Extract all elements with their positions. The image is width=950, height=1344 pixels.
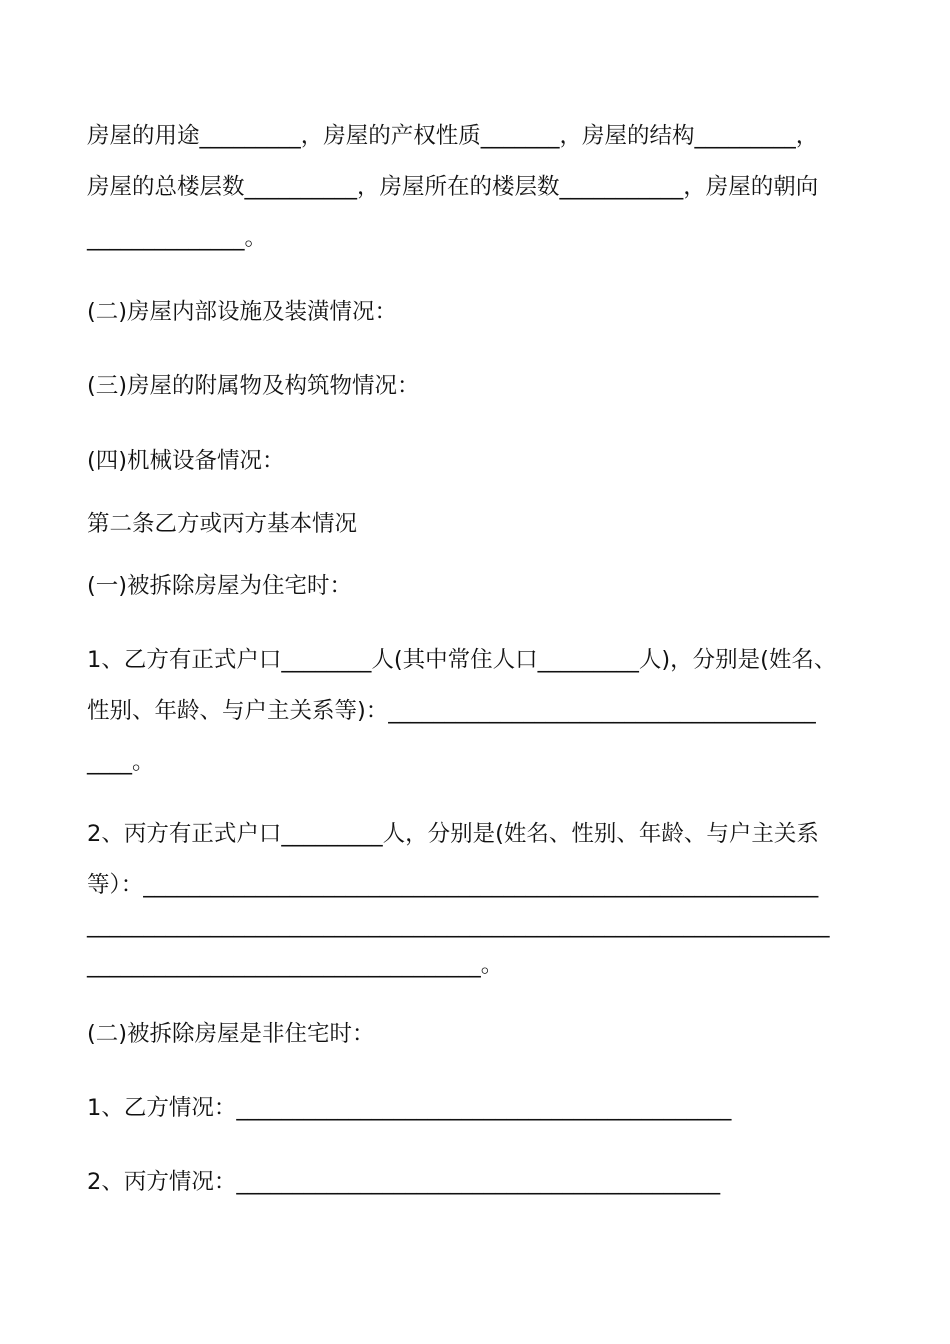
equipment-line: (四)机械设备情况：	[87, 448, 285, 474]
residential-heading: (一)被拆除房屋为住宅时：	[87, 573, 353, 599]
house-orientation-line: ______________。	[87, 225, 268, 251]
party-c-situation-line: 2、丙方情况：___________________________________________	[87, 1169, 721, 1195]
attachments-line: (三)房屋的附属物及构筑物情况：	[87, 373, 420, 399]
party-c-members-blank-line: __________________________________________________________________	[87, 912, 830, 938]
non-residential-heading: (二)被拆除房屋是非住宅时：	[87, 1021, 375, 1047]
party-b-household-line: 1、乙方有正式户口________人(其中常住人口_________人)，分别是(姓名、	[87, 647, 837, 673]
interior-facilities-line: (二)房屋内部设施及装潢情况：	[87, 299, 398, 325]
party-c-members-line: 等）：____________________________________________________________	[87, 872, 819, 898]
house-usage-line: 房屋的用途_________，房屋的产权性质_______，房屋的结构_________，	[87, 123, 819, 149]
party-b-members-end-line: ____。	[87, 749, 155, 775]
party-c-members-end-line: ___________________________________。	[87, 952, 504, 978]
article-two-heading: 第二条乙方或丙方基本情况	[87, 511, 358, 537]
party-b-members-line: 性别、年龄、与户主关系等)：______________________________________	[87, 698, 816, 724]
party-b-situation-line: 1、乙方情况：____________________________________________	[87, 1095, 732, 1121]
house-floors-line: 房屋的总楼层数__________，房屋所在的楼层数___________，房屋的朝向	[87, 174, 819, 200]
party-c-household-line: 2、丙方有正式户口_________人，分别是(姓名、性别、年龄、与户主关系	[87, 821, 819, 847]
